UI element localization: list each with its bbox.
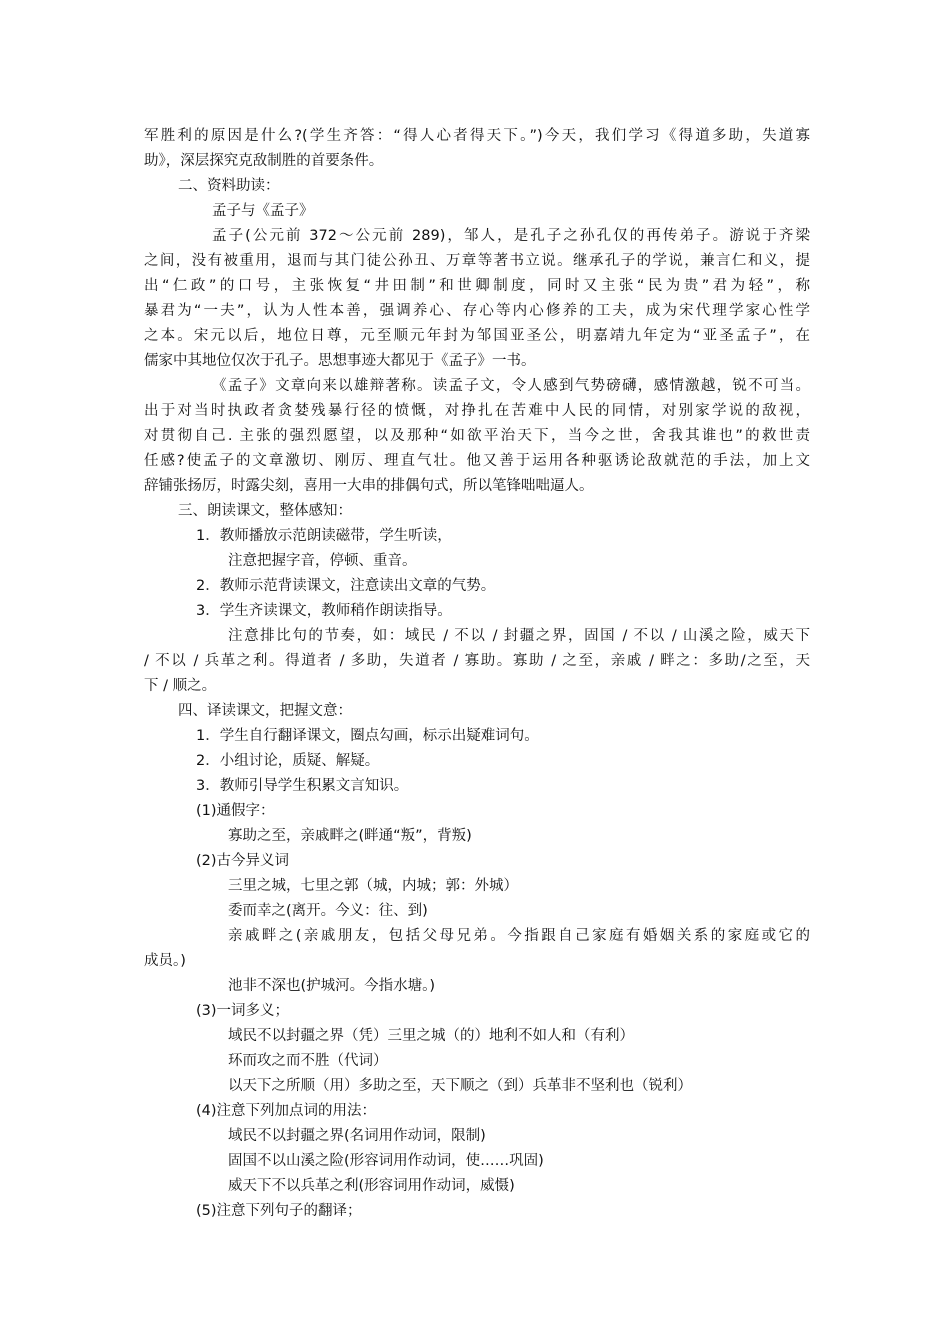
- text-line: 威天下不以兵革之利(形容词用作动词，威慑): [228, 1178, 515, 1194]
- text-line: 固国不以山溪之险(形容词用作动词，使……巩固): [228, 1153, 544, 1169]
- text-line: 出于对当时执政者贪婪残暴行径的愤慨，对挣扎在苦难中人民的同情，对别家学说的敌视，: [144, 403, 810, 419]
- text-line: 寡助之至，亲戚畔之(畔通“叛”，背叛): [228, 828, 472, 844]
- text-line: 孟子(公元前 372～公元前 289)，邹人，是孔子之孙孔仅的再传弟子。游说于齐梁: [212, 228, 810, 244]
- text-line: 注意把握字音，停顿、重音。: [228, 553, 417, 569]
- text-line: 任感?使孟子的文章激切、刚厉、理直气壮。他又善于运用各种驱诱论敌就范的手法，加上文: [144, 453, 810, 469]
- text-line: 域民不以封疆之界（凭）三里之城（的）地利不如人和（有利）: [228, 1028, 634, 1044]
- text-line: 亲戚畔之(亲戚朋友，包括父母兄弟。今指跟自己家庭有婚姻关系的家庭或它的: [228, 928, 810, 944]
- text-line: 暴君为“一夫”，认为人性本善，强调养心、存心等内心修养的工夫，成为宋代理学家心性学: [144, 303, 810, 319]
- text-line: 儒家中其地位仅次于孔子。思想事迹大都见于《孟子》一书。: [144, 353, 536, 369]
- text-line: 注意排比句的节奏，如：域民 / 不以 / 封疆之界，固国 / 不以 / 山溪之险，威天下: [228, 628, 810, 644]
- text-line: 辞铺张扬厉，时露尖刻，喜用一大串的排偶句式，所以笔锋咄咄逼人。: [144, 478, 594, 494]
- text-line: 之本。宋元以后，地位日尊，元至顺元年封为邹国亚圣公，明嘉靖九年定为“亚圣孟子”，在: [144, 328, 810, 344]
- text-line: 域民不以封疆之界(名词用作动词，限制): [228, 1128, 486, 1144]
- sub-item-heading: (4)注意下列加点词的用法：: [196, 1103, 377, 1119]
- text-line: 《孟子》文章向来以雄辩著称。读孟子文，令人感到气势磅礴，感情激越，锐不可当。: [212, 378, 810, 394]
- text-line: 之间，没有被重用，退而与其门徒公孙丑、万章等著书立说。继承孔子的学说，兼言仁和义，提: [144, 253, 810, 269]
- text-line: 助》，深层探究克敌制胜的首要条件。: [144, 153, 384, 169]
- list-item: 3．教师引导学生积累文言知识。: [196, 778, 409, 794]
- list-item: 2．小组讨论，质疑、解疑。: [196, 753, 380, 769]
- subheading: 孟子与《孟子》: [212, 203, 314, 219]
- section-heading: 三、朗读课文，整体感知：: [178, 503, 352, 519]
- list-item: 1．学生自行翻译课文，圈点勾画，标示出疑难词句。: [196, 728, 539, 744]
- text-line: 成员。): [144, 953, 186, 969]
- text-line: / 不以 / 兵革之利。得道者 / 多助，失道者 / 寡助。寡助 / 之至，亲戚 / 畔之：多助/之至，天: [144, 653, 810, 669]
- text-line: 以天下之所顺（用）多助之至，天下顺之（到）兵革非不坚利也（锐利）: [228, 1078, 692, 1094]
- sub-item-heading: (5)注意下列句子的翻译；: [196, 1203, 362, 1219]
- list-item: 1．教师播放示范朗读磁带，学生听读，: [196, 528, 452, 544]
- list-item: 3．学生齐读课文，教师稍作朗读指导。: [196, 603, 452, 619]
- sub-item-heading: (1)通假字：: [196, 803, 275, 819]
- text-line: 对贯彻自己. 主张的强烈愿望，以及那种“如欲平治天下，当今之世，舍我其谁也”的救世责: [144, 428, 810, 444]
- text-line: 出“仁政”的口号，主张恢复“井田制”和世卿制度，同时又主张“民为贵”君为轻”，称: [144, 278, 810, 294]
- text-line: 军胜利的原因是什么?(学生齐答：“得人心者得天下。”)今天，我们学习《得道多助，失道寡: [144, 128, 810, 144]
- sub-item-heading: (3)一词多义；: [196, 1003, 290, 1019]
- text-line: 委而幸之(离开。今义：往、到): [228, 903, 428, 919]
- sub-item-heading: (2)古今异义词: [196, 853, 290, 869]
- text-line: 环而攻之而不胜（代词）: [228, 1053, 388, 1069]
- list-item: 2．教师示范背读课文，注意读出文章的气势。: [196, 578, 496, 594]
- text-line: 池非不深也(护城河。今指水塘。): [228, 978, 436, 994]
- section-heading: 四、译读课文，把握文意：: [178, 703, 352, 719]
- section-heading: 二、资料助读：: [178, 178, 280, 194]
- text-line: 三里之城，七里之郭（城，内城；郭：外城）: [228, 878, 518, 894]
- document-page: [144, 124, 810, 1224]
- text-line: 下 / 顺之。: [144, 678, 217, 694]
